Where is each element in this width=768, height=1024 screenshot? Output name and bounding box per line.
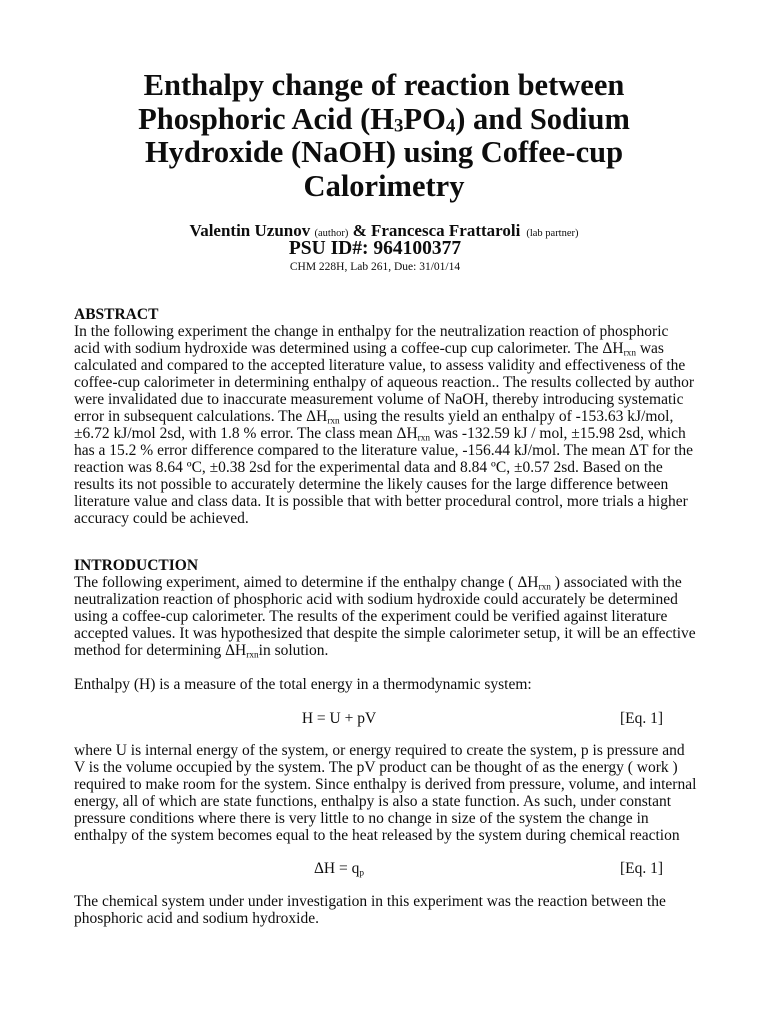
text-run: pressure conditions where there is very little to no change in size of the system the change in — [74, 810, 649, 827]
title-line — [0, 170, 768, 204]
introduction-line — [74, 676, 532, 693]
abstract-line — [74, 459, 694, 476]
document-title — [0, 69, 768, 204]
text-run: results its not possible to accurately determine the likely causes for the large difference between — [74, 476, 669, 493]
text-run: enthalpy of the system becomes equal to the heat released by the system during chemical reaction — [74, 827, 680, 844]
text-run: Phosphoric Acid (H — [138, 101, 394, 136]
introduction-line — [74, 759, 696, 776]
title-line — [0, 69, 768, 103]
subscript: 4 — [445, 114, 456, 136]
text-run: was -132.59 kJ / mol, ±15.98 2sd, which — [430, 425, 686, 442]
introduction-line — [74, 810, 696, 827]
partner-name: Francesca Frattaroli — [371, 221, 521, 240]
text-run: The chemical system under under investigation in this experiment was the reaction between the — [74, 893, 666, 910]
psu-id: PSU ID#: 964100377 — [288, 238, 462, 259]
abstract-line — [74, 425, 694, 442]
introduction-paragraph-1 — [74, 574, 696, 659]
subscript: 3 — [394, 114, 404, 136]
text-run: Hydroxide (NaOH) using Coffee-cup — [144, 135, 624, 170]
text-run: was — [635, 340, 664, 357]
introduction-line — [74, 642, 696, 659]
text-run: neutralization reaction of phosphoric acid with sodium hydroxide could accurately be determined — [74, 591, 678, 608]
abstract-section — [74, 306, 694, 527]
introduction-line — [74, 910, 666, 927]
text-run: where U is internal energy of the system, or energy required to create the system, p is pressure and — [74, 742, 685, 759]
introduction-line — [74, 591, 696, 608]
text-run: energy, all of which are state functions, enthalpy is also a state function. As such, under constant — [74, 793, 672, 810]
introduction-line — [74, 827, 696, 844]
introduction-paragraph-3 — [74, 742, 696, 844]
abstract-line — [74, 442, 694, 459]
introduction-paragraph-4 — [74, 893, 666, 927]
abstract-body — [74, 323, 694, 527]
introduction-line — [74, 574, 696, 591]
abstract-line — [74, 374, 694, 391]
text-run: ΔH = q — [313, 860, 360, 877]
introduction-line — [74, 625, 696, 642]
abstract-line — [74, 476, 694, 493]
abstract-heading: ABSTRACT — [74, 306, 159, 323]
text-run: ) associated with the — [550, 574, 682, 591]
text-run: Enthalpy (H) is a measure of the total energy in a thermodynamic system: — [74, 676, 532, 693]
text-run: acid with sodium hydroxide was determined using a coffee-cup cup calorimeter. The ΔH — [74, 340, 624, 357]
introduction-paragraph-2 — [74, 676, 532, 693]
introduction-line — [74, 893, 666, 910]
author-name: Valentin Uzunov — [189, 221, 311, 240]
equation-expression — [239, 860, 439, 877]
ampersand: & — [352, 221, 367, 240]
text-run: V is the volume occupied by the system. The pV product can be thought of as the energy ( work ) — [74, 759, 678, 776]
author-role: (author) — [314, 228, 349, 239]
abstract-line — [74, 510, 694, 527]
equation-label: [Eq. 1] — [620, 710, 664, 727]
text-run: PO — [403, 101, 446, 136]
course-info: CHM 228H, Lab 261, Due: 31/01/14 — [289, 261, 461, 273]
introduction-line — [74, 608, 696, 625]
text-run: reaction was 8.64 ºC, ±0.38 2sd for the experimental data and 8.84 ºC, ±0.57 2sd. Based on the — [74, 459, 663, 476]
text-run: phosphoric acid and sodium hydroxide. — [74, 910, 319, 927]
title-line — [0, 136, 768, 170]
subscript: rxn — [623, 348, 636, 359]
text-run: error in subsequent calculations. The ΔH — [74, 408, 328, 425]
equation-label: [Eq. 1] — [620, 860, 664, 877]
subscript: rxn — [417, 433, 431, 444]
text-run: using a coffee-cup calorimeter. The results of the experiment could be verified against literature — [74, 608, 668, 625]
text-run: ) and Sodium — [455, 101, 630, 136]
text-run: accuracy could be achieved. — [74, 510, 249, 527]
partner-role: (lab partner) — [526, 228, 579, 239]
text-run: method for determining ΔH — [74, 642, 247, 659]
abstract-line — [74, 340, 694, 357]
title-line — [0, 103, 768, 137]
introduction-heading: INTRODUCTION — [74, 557, 199, 574]
subscript: rxn — [246, 650, 259, 661]
text-run: were invalidated due to inaccurate measurement volume of NaOH, thereby introducing systematic — [74, 391, 684, 408]
text-run: calculated and compared to the accepted literature value, to assess validity and effectiveness of the — [74, 357, 686, 374]
abstract-line — [74, 323, 694, 340]
equation-enthalpy-heat — [0, 860, 768, 877]
text-run: using the results yield an enthalpy of -153.63 kJ/mol, — [339, 408, 674, 425]
abstract-line — [74, 493, 694, 510]
subscript: rxn — [538, 582, 551, 593]
equation-enthalpy-definition — [0, 710, 768, 727]
text-run: has a 15.2 % error difference compared to the literature value, -156.44 kJ/mol. The mean ΔT for the — [74, 442, 693, 459]
abstract-line — [74, 408, 694, 425]
text-run: required to make room for the system. Since enthalpy is derived from pressure, volume, and internal — [74, 776, 697, 793]
text-run: literature value and class data. It is possible that with better procedural control, more trials a higher — [74, 493, 688, 510]
text-run: coffee-cup calorimeter in determining enthalpy of aqueous reaction.. The results collected by author — [74, 374, 695, 391]
text-run: The following experiment, aimed to determine if the enthalpy change ( ΔH — [74, 574, 539, 591]
text-run: H = U + pV — [301, 710, 377, 727]
introduction-line — [74, 776, 696, 793]
abstract-line — [74, 357, 694, 374]
text-run: Enthalpy change of reaction between — [143, 68, 625, 102]
abstract-line — [74, 391, 694, 408]
text-run: Calorimetry — [303, 169, 465, 204]
introduction-line — [74, 793, 696, 810]
text-run: accepted values. It was hypothesized that despite the simple calorimeter setup, it will be an effective — [74, 625, 696, 642]
introduction-line — [74, 742, 696, 759]
subscript: rxn — [327, 416, 340, 427]
text-run: ±6.72 kJ/mol 2sd, with 1.8 % error. The class mean ΔH — [74, 425, 418, 442]
text-run: In the following experiment the change in enthalpy for the neutralization reaction of phosphoric — [74, 323, 669, 340]
introduction-section — [74, 557, 696, 659]
text-run: in solution. — [258, 642, 329, 659]
subscript: p — [359, 868, 365, 879]
equation-expression — [239, 710, 439, 727]
